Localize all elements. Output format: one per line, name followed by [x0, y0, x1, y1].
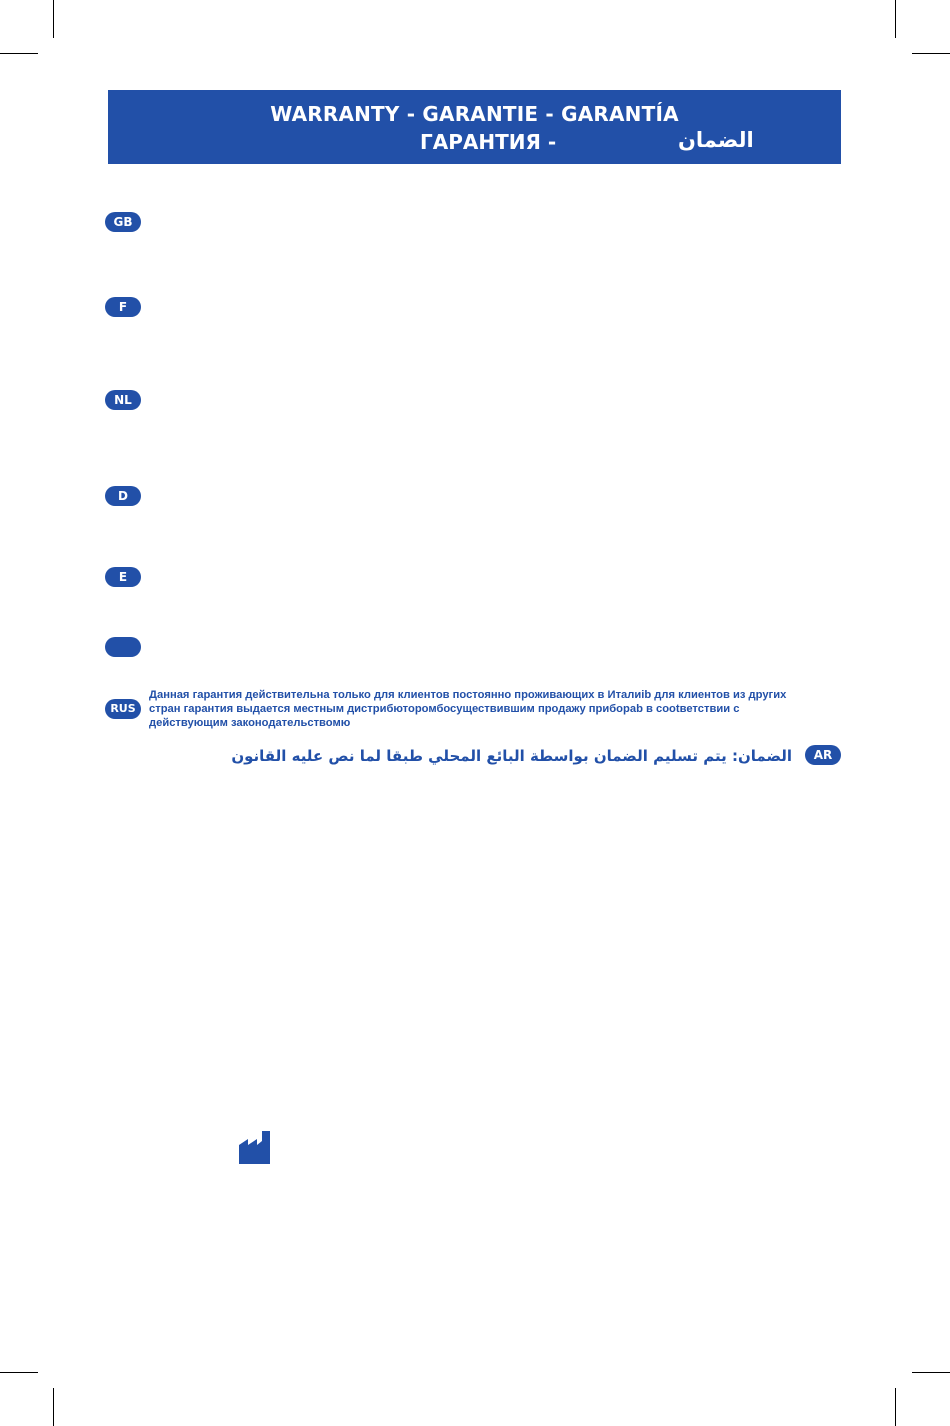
- russian-text-line1: Данная гарантия действительна только для клиентов постоянно проживающих в Италиib для клиентов из других: [149, 689, 787, 701]
- arabic-warranty-text: الضمان: يتم تسليم الضمان بواسطة البائع المحلي طبقا لما نص عليه القانون: [231, 747, 792, 765]
- header-title-line1: WARRANTY - GARANTIE - GARANTÍA: [270, 102, 679, 126]
- warranty-header-banner: [108, 90, 841, 164]
- language-badge-gb: GB: [105, 212, 141, 232]
- russian-text-line2: стран гарантия выдается местным дистрибюторомбосуществившим продажу прибораb в сооtветствии с: [149, 703, 740, 715]
- crop-mark: [912, 1372, 950, 1373]
- language-badge-f: F: [105, 297, 141, 317]
- language-badge-nl: NL: [105, 390, 141, 410]
- manufacturer-factory-icon: [239, 1131, 270, 1164]
- crop-mark: [912, 53, 950, 54]
- language-badge-e: E: [105, 567, 141, 587]
- language-badge-blank: [105, 637, 141, 657]
- crop-mark: [53, 1388, 54, 1426]
- language-badge-ar: AR: [805, 745, 841, 765]
- language-badge-rus: RUS: [105, 699, 141, 719]
- language-badge-d: D: [105, 486, 141, 506]
- crop-mark: [53, 0, 54, 38]
- crop-mark: [0, 1372, 38, 1373]
- crop-mark: [895, 0, 896, 38]
- crop-mark: [895, 1388, 896, 1426]
- russian-text-line3: действующим законодательствомю: [149, 717, 351, 729]
- crop-mark: [0, 53, 38, 54]
- russian-warranty-text: [149, 688, 843, 730]
- header-title-russian: ГАРАНТИЯ -: [420, 130, 557, 154]
- header-title-arabic: الضمان: [678, 128, 754, 152]
